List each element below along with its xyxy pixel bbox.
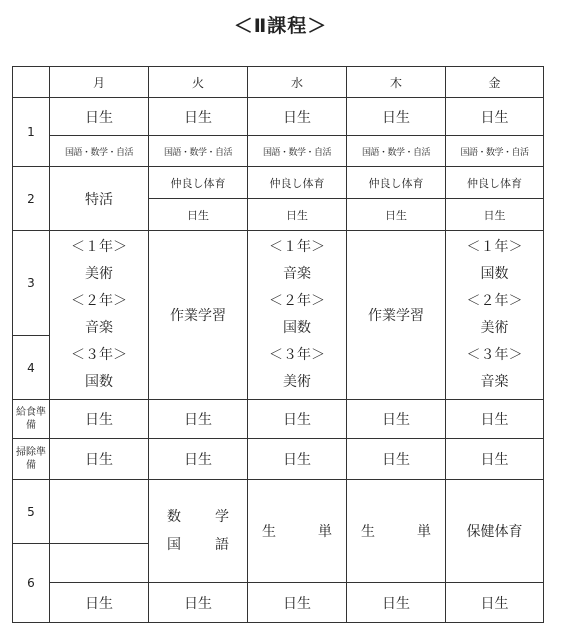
cell: 国語・数学・自活 [50, 136, 149, 167]
cell: 日生 [248, 199, 347, 231]
cell: 日生 [347, 98, 446, 136]
souji-row [13, 439, 544, 480]
cell: 仲良し体育 [347, 167, 446, 199]
cell: 日生 [446, 583, 544, 623]
cell: 日生 [347, 439, 446, 480]
subject-label: 音楽 [85, 320, 113, 336]
cell: 日生 [347, 583, 446, 623]
period-label: 掃除準備 [13, 439, 50, 480]
cell: 日生 [446, 98, 544, 136]
cell: 特活 [50, 167, 149, 231]
grade-label: ＜３年＞ [71, 347, 127, 363]
grade-label: ＜２年＞ [269, 293, 325, 309]
grade-label: ＜１年＞ [71, 239, 127, 255]
timetable [12, 66, 544, 623]
cell: 日生 [248, 583, 347, 623]
subject-label: 国 語 [167, 537, 239, 553]
cell: 日生 [248, 98, 347, 136]
cell-empty [50, 544, 149, 583]
cell: 日生 [149, 98, 248, 136]
cell-wed-34 [248, 231, 347, 400]
period-label: 給食準備 [13, 400, 50, 439]
cell [347, 480, 446, 583]
kyushoku-row [13, 400, 544, 439]
cell: 国語・数学・自活 [248, 136, 347, 167]
grade-list [248, 234, 346, 396]
subject-label: 音楽 [283, 266, 311, 282]
cell: 日生 [248, 439, 347, 480]
period-label: 2 [13, 167, 50, 231]
grade-label: ＜２年＞ [71, 293, 127, 309]
cell: 国語・数学・自活 [347, 136, 446, 167]
day-header: 金 [446, 67, 544, 98]
cell: 仲良し体育 [248, 167, 347, 199]
cell: 日生 [149, 199, 248, 231]
subject-label: 数 学 [167, 509, 239, 525]
cell: 保健体育 [446, 480, 544, 583]
cell: 日生 [50, 98, 149, 136]
cell: 仲良し体育 [149, 167, 248, 199]
subject-label: 音楽 [480, 374, 509, 390]
cell: 日生 [50, 400, 149, 439]
cell: 国語・数学・自活 [149, 136, 248, 167]
period-label: 5 [13, 480, 50, 544]
subject-label: 国数 [283, 320, 311, 336]
corner-cell [13, 67, 50, 98]
subject-label: 生 単 [361, 524, 445, 540]
grade-label: ＜２年＞ [466, 293, 523, 309]
cell: 国語・数学・自活 [446, 136, 544, 167]
cell: 日生 [446, 400, 544, 439]
cell-tue-56 [149, 480, 248, 583]
cell-mon-34 [50, 231, 149, 400]
day-header: 月 [50, 67, 149, 98]
cell: 作業学習 [347, 231, 446, 400]
day-header: 木 [347, 67, 446, 98]
period-label: 1 [13, 98, 50, 167]
header-row [13, 67, 544, 98]
cell: 作業学習 [149, 231, 248, 400]
day-header: 水 [248, 67, 347, 98]
cell: 日生 [347, 400, 446, 439]
subject-label: 国数 [480, 266, 509, 282]
grade-list [446, 234, 543, 396]
period-label: 6 [13, 544, 50, 623]
cell: 日生 [347, 199, 446, 231]
cell: 日生 [50, 583, 149, 623]
grade-label: ＜１年＞ [466, 239, 523, 255]
period-5-row [13, 480, 544, 544]
period-6-row-bottom [13, 583, 544, 623]
cell: 日生 [446, 199, 544, 231]
cell: 日生 [50, 439, 149, 480]
page-title: ＜Ⅱ課程＞ [233, 15, 328, 37]
subject-label: 美術 [480, 320, 509, 336]
subject-label: 美術 [85, 266, 113, 282]
cell-empty [50, 480, 149, 544]
cell: 仲良し体育 [446, 167, 544, 199]
subject-lines [149, 503, 247, 559]
period-3-row [13, 231, 544, 336]
period-2-row-top [13, 167, 544, 199]
day-header: 火 [149, 67, 248, 98]
subject-label: 美術 [283, 374, 311, 390]
grade-label: ＜１年＞ [269, 239, 325, 255]
period-label: 4 [13, 336, 50, 400]
period-1-row-top [13, 98, 544, 136]
subject-label: 国数 [85, 374, 113, 390]
cell: 日生 [248, 400, 347, 439]
grade-list [50, 234, 148, 396]
grade-label: ＜３年＞ [466, 347, 523, 363]
period-1-row-bottom [13, 136, 544, 167]
subject-label: 生 単 [262, 524, 346, 540]
cell [248, 480, 347, 583]
cell-fri-34 [446, 231, 544, 400]
cell: 日生 [149, 439, 248, 480]
cell: 日生 [446, 439, 544, 480]
period-label: 3 [13, 231, 50, 336]
grade-label: ＜３年＞ [269, 347, 325, 363]
cell: 日生 [149, 400, 248, 439]
cell: 日生 [149, 583, 248, 623]
